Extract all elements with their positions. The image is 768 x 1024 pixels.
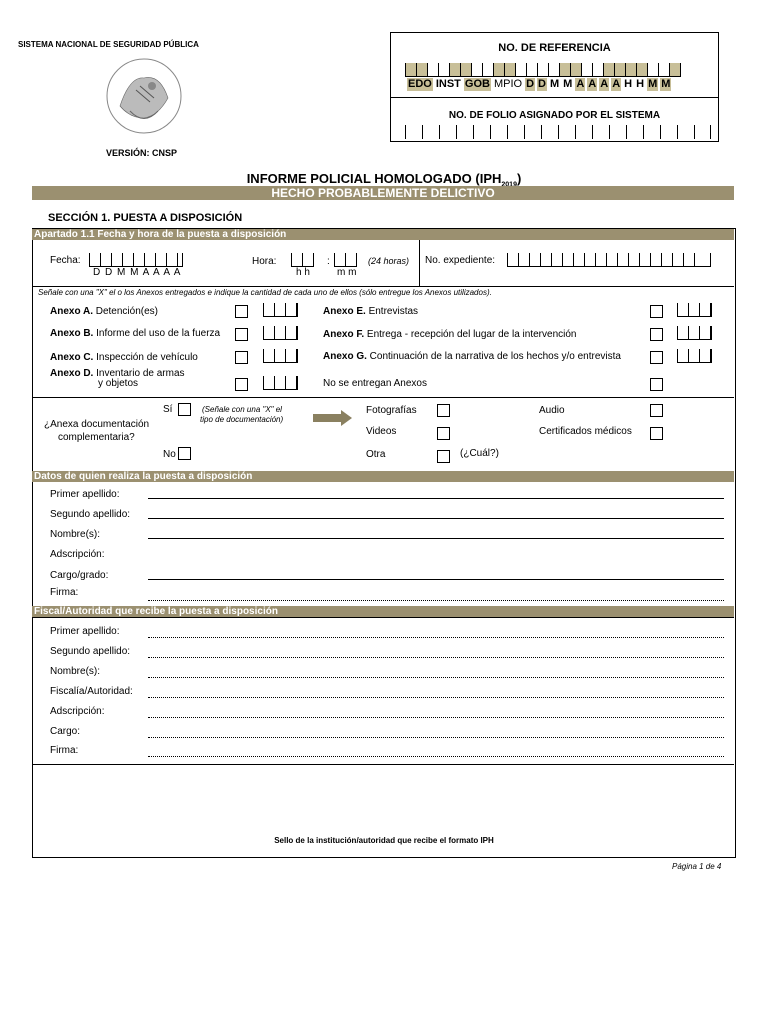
anexo-f-checkbox[interactable] (650, 328, 663, 341)
anexo-e-count[interactable] (677, 303, 712, 317)
fa-firma-input[interactable] (148, 756, 724, 757)
otra-checkbox[interactable] (437, 450, 450, 463)
folio-title: NO. DE FOLIO ASIGNADO POR EL SISTEMA (448, 110, 661, 121)
expediente-input[interactable] (507, 253, 711, 267)
qr-primer-apellido-label: Primer apellido: (50, 489, 120, 500)
certificados-label: Certificados médicos (539, 426, 632, 437)
anexo-g-count[interactable] (677, 349, 712, 363)
qr-firma-label: Firma: (50, 587, 79, 598)
si-note: (Señale con una "X" el (202, 405, 282, 414)
anexo-a-label: Anexo A. Detención(es) (50, 306, 158, 317)
fa-firma-label: Firma: (50, 745, 79, 756)
fa-cargo-label: Cargo: (50, 726, 81, 737)
qr-nombre-label: Nombre(s): (50, 529, 101, 540)
videos-label: Videos (366, 426, 397, 437)
fecha-hint: D D M M A A A A (93, 267, 182, 278)
no-anexos-label: No se entregan Anexos (323, 378, 427, 389)
fotografias-label: Fotografías (366, 405, 417, 416)
anexo-g-checkbox[interactable] (650, 351, 663, 364)
expediente-label: No. expediente: (425, 255, 496, 266)
anexo-f-count[interactable] (677, 326, 712, 340)
anexo-c-count[interactable] (263, 349, 298, 363)
si-checkbox[interactable] (178, 403, 191, 416)
fa-adscripcion-input[interactable] (148, 717, 724, 718)
cual-label: (¿Cuál?) (460, 448, 499, 459)
qr-primer-apellido-input[interactable] (148, 498, 724, 499)
section-title: SECCIÓN 1. PUESTA A DISPOSICIÓN (48, 212, 243, 224)
sello-label: Sello de la institución/autoridad que recibe el formato IPH (274, 836, 494, 845)
anexo-b-count[interactable] (263, 326, 298, 340)
arrow-right-icon (313, 410, 353, 426)
version-label: VERSIÓN: CNSP (106, 148, 178, 158)
fa-primer-apellido-input[interactable] (148, 637, 724, 638)
form-title: INFORME POLICIAL HOMOLOGADO (IPH ) (246, 171, 522, 186)
anexo-g-label: Anexo G. Continuación de la narrativa de los hechos y/o entrevista (323, 351, 621, 362)
anexo-a-checkbox[interactable] (235, 305, 248, 318)
otra-label: Otra (366, 449, 386, 460)
form-banner: HECHO PROBABLEMENTE DELICTIVO (32, 186, 734, 200)
ref-title: NO. DE REFERENCIA (498, 42, 611, 54)
qr-segundo-apellido-input[interactable] (148, 518, 724, 519)
si-label: Sí (163, 404, 173, 415)
anexo-b-checkbox[interactable] (235, 328, 248, 341)
no-label: No (163, 449, 176, 460)
anexos-instructions: Señale con una "X" el o los Anexos entregados e indique la cantidad de cada uno de ellos (sólo entregue los Anexos utilizados). (38, 288, 492, 297)
anexo-a-count[interactable] (263, 303, 298, 317)
agency-name: SISTEMA NACIONAL DE SEGURIDAD PÚBLICA (18, 40, 199, 49)
fiscal-header: Fiscal/Autoridad que recibe la puesta a disposición (32, 606, 734, 617)
anexo-e-label: Anexo E. Entrevistas (323, 306, 419, 317)
audio-label: Audio (539, 405, 565, 416)
fecha-label: Fecha: (50, 255, 81, 266)
fa-fiscalia-label: Fiscalía/Autoridad: (50, 686, 133, 697)
qr-cargo-label: Cargo/grado: (50, 570, 109, 581)
anexo-f-label: Anexo F. Entrega - recepción del lugar de la intervención (323, 329, 577, 340)
audio-checkbox[interactable] (650, 404, 663, 417)
qr-firma-input[interactable] (148, 600, 724, 601)
fa-cargo-input[interactable] (148, 737, 724, 738)
videos-checkbox[interactable] (437, 427, 450, 440)
mexico-seal-icon (100, 56, 188, 136)
reference-box (390, 32, 719, 142)
anexo-e-checkbox[interactable] (650, 305, 663, 318)
ref-labels: EDO INST GOB MPIO D D M M A A A A H H M M (408, 78, 671, 90)
quien-realiza-header: Datos de quien realiza la puesta a disposición (32, 471, 734, 482)
doc-question: ¿Anexa documentación (44, 419, 150, 430)
fotografias-checkbox[interactable] (437, 404, 450, 417)
anexo-d-checkbox[interactable] (235, 378, 248, 391)
no-anexos-checkbox[interactable] (650, 378, 663, 391)
fecha-input[interactable] (89, 253, 183, 267)
qr-cargo-input[interactable] (148, 579, 724, 580)
fa-nombre-input[interactable] (148, 677, 724, 678)
anexo-c-label: Anexo C. Inspección de vehículo (50, 352, 198, 363)
page-number: Página 1 de 4 (672, 862, 722, 871)
hora-hh-input[interactable] (291, 253, 314, 267)
apartado-header: Apartado 1.1 Fecha y hora de la puesta a disposición (32, 229, 734, 240)
qr-nombre-input[interactable] (148, 538, 724, 539)
fa-nombre-label: Nombre(s): (50, 666, 101, 677)
anexo-d-count[interactable] (263, 376, 298, 390)
no-checkbox[interactable] (178, 447, 191, 460)
qr-segundo-apellido-label: Segundo apellido: (50, 509, 131, 520)
fa-primer-apellido-label: Primer apellido: (50, 626, 120, 637)
anexo-d-label: Anexo D. Inventario de armas (50, 368, 185, 379)
folio-ticks[interactable] (405, 125, 711, 139)
fa-fiscalia-input[interactable] (148, 697, 724, 698)
fa-segundo-apellido-input[interactable] (148, 657, 724, 658)
ref-ticks[interactable] (405, 63, 681, 77)
hora-label: Hora: (252, 256, 277, 267)
qr-adscripcion-label: Adscripción: (50, 549, 105, 560)
hora-mm-input[interactable] (334, 253, 357, 267)
fa-adscripcion-label: Adscripción: (50, 706, 105, 717)
anexo-b-label: Anexo B. Informe del uso de la fuerza (50, 328, 221, 339)
certificados-checkbox[interactable] (650, 427, 663, 440)
anexo-c-checkbox[interactable] (235, 351, 248, 364)
fa-segundo-apellido-label: Segundo apellido: (50, 646, 131, 657)
